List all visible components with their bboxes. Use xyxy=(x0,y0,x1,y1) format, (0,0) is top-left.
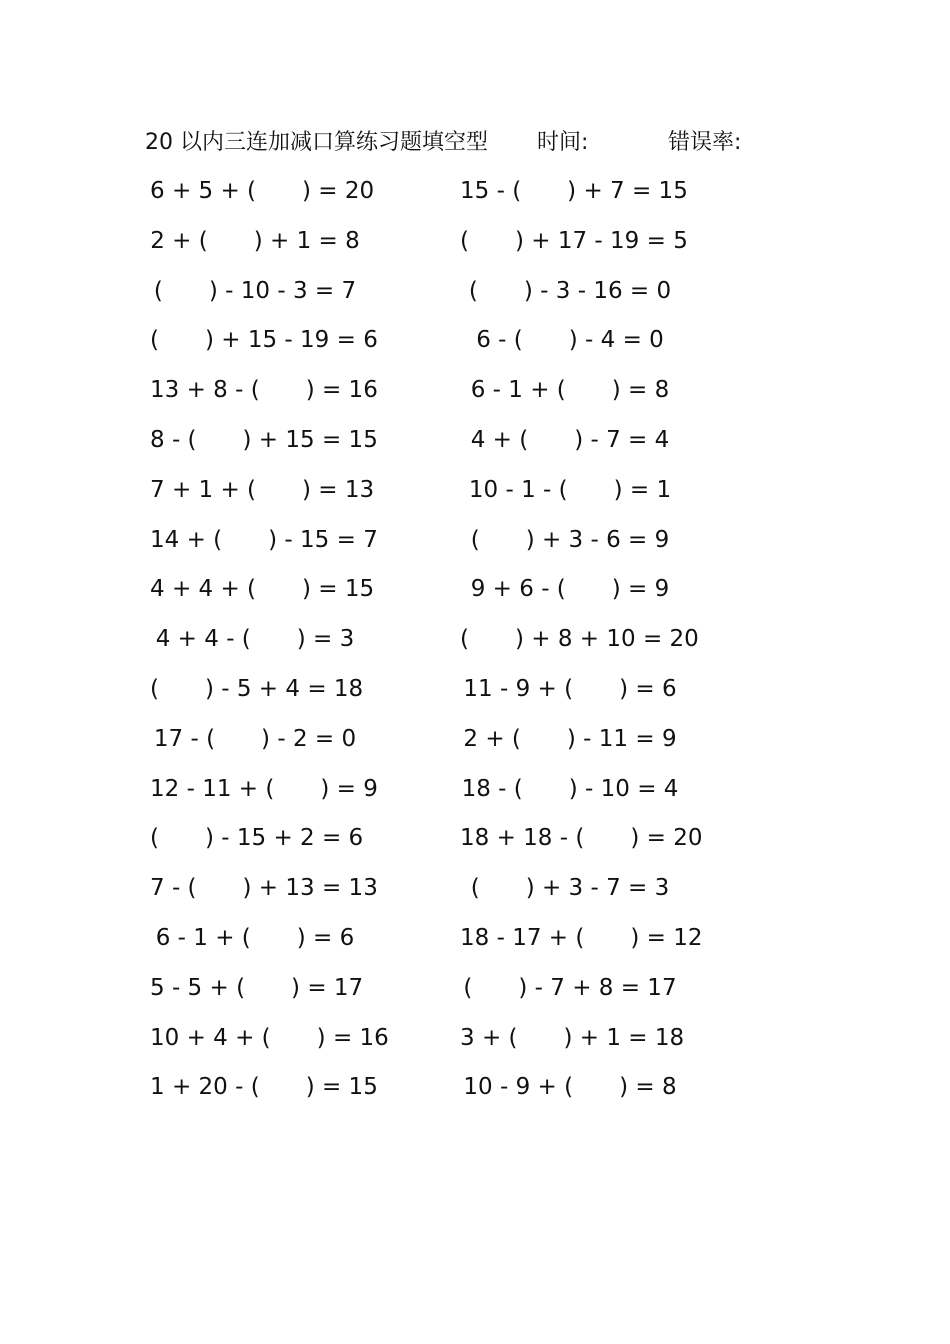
problem-right: 9 + 6 - ( ) = 9 xyxy=(470,576,670,603)
problem-row xyxy=(0,1070,950,1120)
problem-right: 3 + ( ) + 1 = 18 xyxy=(460,1024,685,1051)
problem-right: ( ) + 3 - 7 = 3 xyxy=(470,875,670,902)
problem-left: ( ) - 5 + 4 = 18 xyxy=(150,675,364,702)
problem-left: ( ) + 15 - 19 = 6 xyxy=(150,327,378,354)
problem-row xyxy=(0,871,950,921)
problem-right: 15 - ( ) + 7 = 15 xyxy=(460,178,688,204)
problem-right: ( ) - 3 - 16 = 0 xyxy=(468,277,672,304)
problem-left: 7 + 1 + ( ) = 13 xyxy=(150,476,375,503)
problem-left: ( ) - 10 - 3 = 7 xyxy=(153,277,357,304)
problem-right: 18 + 18 - ( ) = 20 xyxy=(460,825,703,852)
problem-row xyxy=(0,821,950,871)
problem-right: ( ) - 7 + 8 = 17 xyxy=(463,974,677,1001)
problem-left: 10 + 4 + ( ) = 16 xyxy=(150,1024,389,1051)
problem-left: ( ) - 15 + 2 = 6 xyxy=(150,825,364,852)
problem-row xyxy=(0,523,950,573)
problem-right: ( ) + 3 - 6 = 9 xyxy=(470,526,670,553)
problem-left: 4 + 4 - ( ) = 3 xyxy=(155,626,355,653)
problem-row xyxy=(0,373,950,423)
problem-row xyxy=(0,672,950,722)
worksheet-title: 20 以内三连加减口算练习题填空型 xyxy=(145,130,488,155)
problem-right: 18 - ( ) - 10 = 4 xyxy=(461,775,679,802)
problem-left: 5 - 5 + ( ) = 17 xyxy=(150,974,364,1001)
problem-row xyxy=(0,971,950,1021)
problem-right: 11 - 9 + ( ) = 6 xyxy=(463,675,677,702)
problem-row xyxy=(0,473,950,523)
problem-left: 6 - 1 + ( ) = 6 xyxy=(155,924,355,951)
problem-right: ( ) + 17 - 19 = 5 xyxy=(460,227,688,254)
problem-right: 6 - ( ) - 4 = 0 xyxy=(476,327,664,354)
problem-row xyxy=(0,622,950,672)
problem-right: 4 + ( ) - 7 = 4 xyxy=(470,426,670,453)
problem-right: 6 - 1 + ( ) = 8 xyxy=(470,377,670,404)
problem-row xyxy=(0,722,950,772)
problem-right: ( ) + 8 + 10 = 20 xyxy=(460,626,699,653)
problem-row xyxy=(0,174,950,224)
problem-left: 2 + ( ) + 1 = 8 xyxy=(150,227,360,254)
problem-list xyxy=(0,174,950,1120)
problem-right: 18 - 17 + ( ) = 12 xyxy=(460,924,703,951)
problem-row xyxy=(0,772,950,822)
problem-left: 8 - ( ) + 15 = 15 xyxy=(150,426,378,453)
problem-row xyxy=(0,224,950,274)
problem-row xyxy=(0,1021,950,1071)
problem-row xyxy=(0,323,950,373)
problem-left: 1 + 20 - ( ) = 15 xyxy=(150,1074,378,1101)
problem-left: 6 + 5 + ( ) = 20 xyxy=(150,178,375,204)
problem-left: 7 - ( ) + 13 = 13 xyxy=(150,875,378,902)
problem-left: 13 + 8 - ( ) = 16 xyxy=(150,377,378,404)
problem-row xyxy=(0,423,950,473)
error-rate-label: 错误率: xyxy=(668,130,742,155)
problem-right: 10 - 9 + ( ) = 8 xyxy=(463,1074,677,1101)
problem-row xyxy=(0,572,950,622)
problem-left: 17 - ( ) - 2 = 0 xyxy=(153,725,357,752)
problem-row xyxy=(0,921,950,971)
problem-left: 4 + 4 + ( ) = 15 xyxy=(150,576,375,603)
problem-right: 10 - 1 - ( ) = 1 xyxy=(468,476,672,503)
time-label: 时间: xyxy=(537,130,589,155)
problem-left: 12 - 11 + ( ) = 9 xyxy=(150,775,378,802)
worksheet-header xyxy=(0,126,950,160)
problem-row xyxy=(0,274,950,324)
problem-left: 14 + ( ) - 15 = 7 xyxy=(150,526,378,553)
problem-right: 2 + ( ) - 11 = 9 xyxy=(463,725,677,752)
